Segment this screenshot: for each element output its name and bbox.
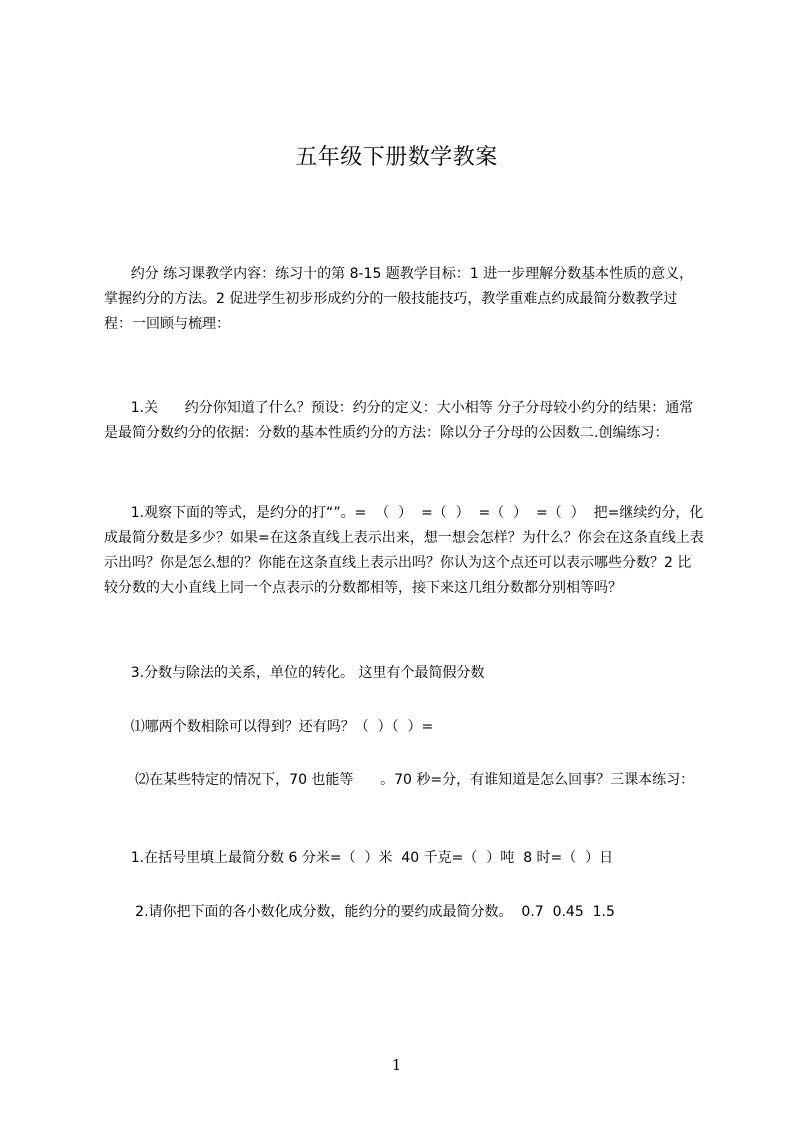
document-title: 五年级下册数学教案 xyxy=(295,145,498,170)
paragraph-review: 1.关 约分你知道了什么？预设：约分的定义：大小相等 分子分母较小约分的结果：通常是最简分数约分的依据：分数的基本性质约分的方法：除以分子分母的公因数二.创编练习： xyxy=(104,400,694,441)
page-number: 1 xyxy=(391,1056,402,1074)
paragraph-intro: 约分 练习课教学内容：练习十的第 8-15 题教学目标：1 进一步理解分数基本性质的意义，掌握约分的方法。2 促进学生初步形成约分的一般技能技巧，教学重难点约成最简分数教学过程：一回顾与梳理： xyxy=(104,266,694,332)
paragraph-textbook-1: 1.在括号里填上最简分数 6 分米=（ ）米 40 千克=（ ）吨 8 时=（ ）日 xyxy=(104,850,614,866)
paragraph-textbook-2: 2.请你把下面的各小数化成分数，能约分的要约成最简分数。 0.7 0.45 1.5 xyxy=(104,904,615,920)
paragraph-exercise-3: 3.分数与除法的关系，单位的转化。 这里有个最简假分数 xyxy=(104,665,485,681)
paragraph-exercise-1: 1.观察下面的等式，是约分的打“”。= （ ） =（ ） =（ ） =（ ） 把=继续约分，化成最简分数是多少？如果=在这条直线上表示出来，想一想会怎样？为什么？你会在这条直线上表示出吗？你是怎么想的？你能在这条直线上表示出吗？你认为这个点还可以表示哪些分数？2 比较分数的大小直线上同一个点表示的分数都相等，接下来这几组分数都分别相等吗？ xyxy=(104,505,704,596)
paragraph-question-1: ⑴哪两个数相除可以得到？还有吗？（ ）（ ）= xyxy=(104,719,434,735)
paragraph-question-2: ⑵在某些特定的情况下，70 也能等 。70 秒=分，有谁知道是怎么回事？三课本练习： xyxy=(104,772,695,788)
